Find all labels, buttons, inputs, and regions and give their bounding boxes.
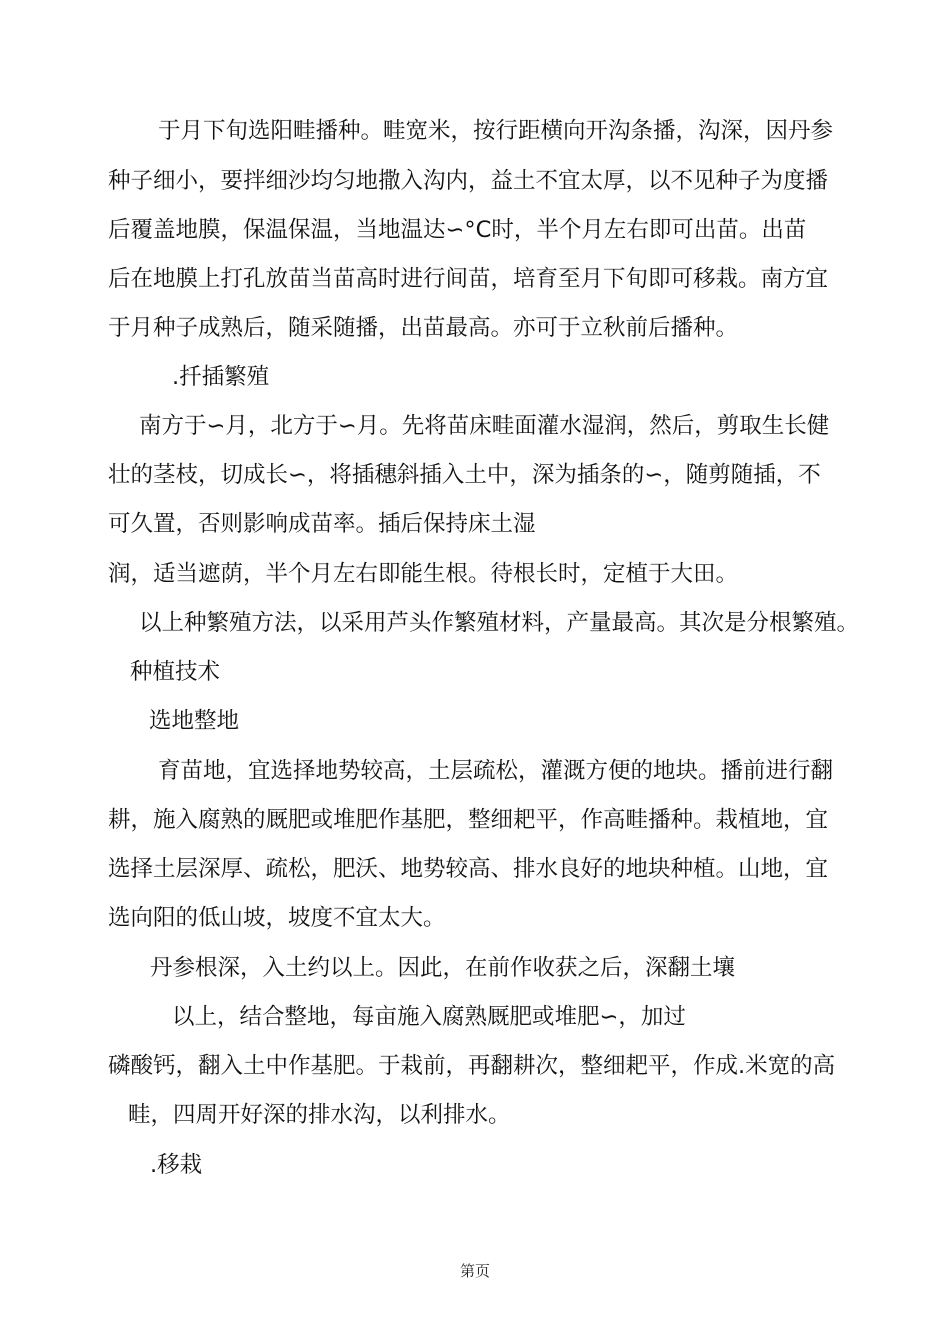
paragraph-line-10: 以上种繁殖方法，以采用芦头作繁殖材料，产量最高。其次是分根繁殖。 <box>139 610 860 636</box>
paragraph-line-11: 育苗地，宜选择地势较高，土层疏松，灌溉方便的地块。播前进行翻 <box>158 758 834 784</box>
subsection-heading-site: 选地整地 <box>149 708 240 734</box>
paragraph-line-7: 壮的茎枝，切成长∽，将插穗斜插入土中，深为插条的∽，随剪随插，不 <box>108 462 821 488</box>
paragraph-line-1: 于月下旬选阳畦播种。畦宽米，按行距横向开沟条播，沟深，因丹参 <box>158 118 834 144</box>
paragraph-line-6: 南方于∽月，北方于∽月。先将苗床畦面灌水湿润，然后，剪取生长健 <box>139 413 830 439</box>
paragraph-line-9: 润，适当遮荫，半个月左右即能生根。待根长时，定植于大田。 <box>108 561 739 587</box>
paragraph-line-16: 以上，结合整地，每亩施入腐熟厩肥或堆肥∽，加过 <box>172 1004 686 1030</box>
paragraph-line-2: 种子细小，要拌细沙均匀地撒入沟内，益土不宜太厚，以不见种子为度播 <box>108 168 829 194</box>
paragraph-line-18: 畦，四周开好深的排水沟，以利排水。 <box>128 1102 511 1128</box>
page-footer: 第页 <box>459 1262 490 1280</box>
paragraph-line-4: 后在地膜上打孔放苗当苗高时进行间苗，培育至月下旬即可移栽。南方宜 <box>108 266 829 292</box>
paragraph-line-15: 丹参根深，入土约以上。因此，在前作收获之后，深翻土壤 <box>150 955 736 981</box>
paragraph-line-12: 耕，施入腐熟的厩肥或堆肥作基肥，整细耙平，作高畦播种。栽植地，宜 <box>108 807 829 833</box>
paragraph-line-13: 选择土层深厚、疏松，肥沃、地势较高、排水良好的地块种植。山地，宜 <box>108 856 829 882</box>
paragraph-line-8: 可久置，否则影响成苗率。插后保持床土湿 <box>108 511 536 537</box>
section-heading-cutting: .扦插繁殖 <box>172 364 270 390</box>
paragraph-line-5: 于月种子成熟后，随采随播，出苗最高。亦可于立秋前后播种。 <box>108 315 739 341</box>
section-heading-planting: 种植技术 <box>130 659 221 685</box>
paragraph-line-17: 磷酸钙，翻入土中作基肥。于栽前，再翻耕次，整细耙平，作成.米宽的高 <box>108 1053 836 1079</box>
paragraph-line-3: 后覆盖地膜，保温保温，当地温达∽°C时，半个月左右即可出苗。出苗 <box>108 217 807 243</box>
paragraph-line-14: 选向阳的低山坡，坡度不宜太大。 <box>108 905 446 931</box>
section-heading-transplant: .移栽 <box>150 1152 203 1178</box>
